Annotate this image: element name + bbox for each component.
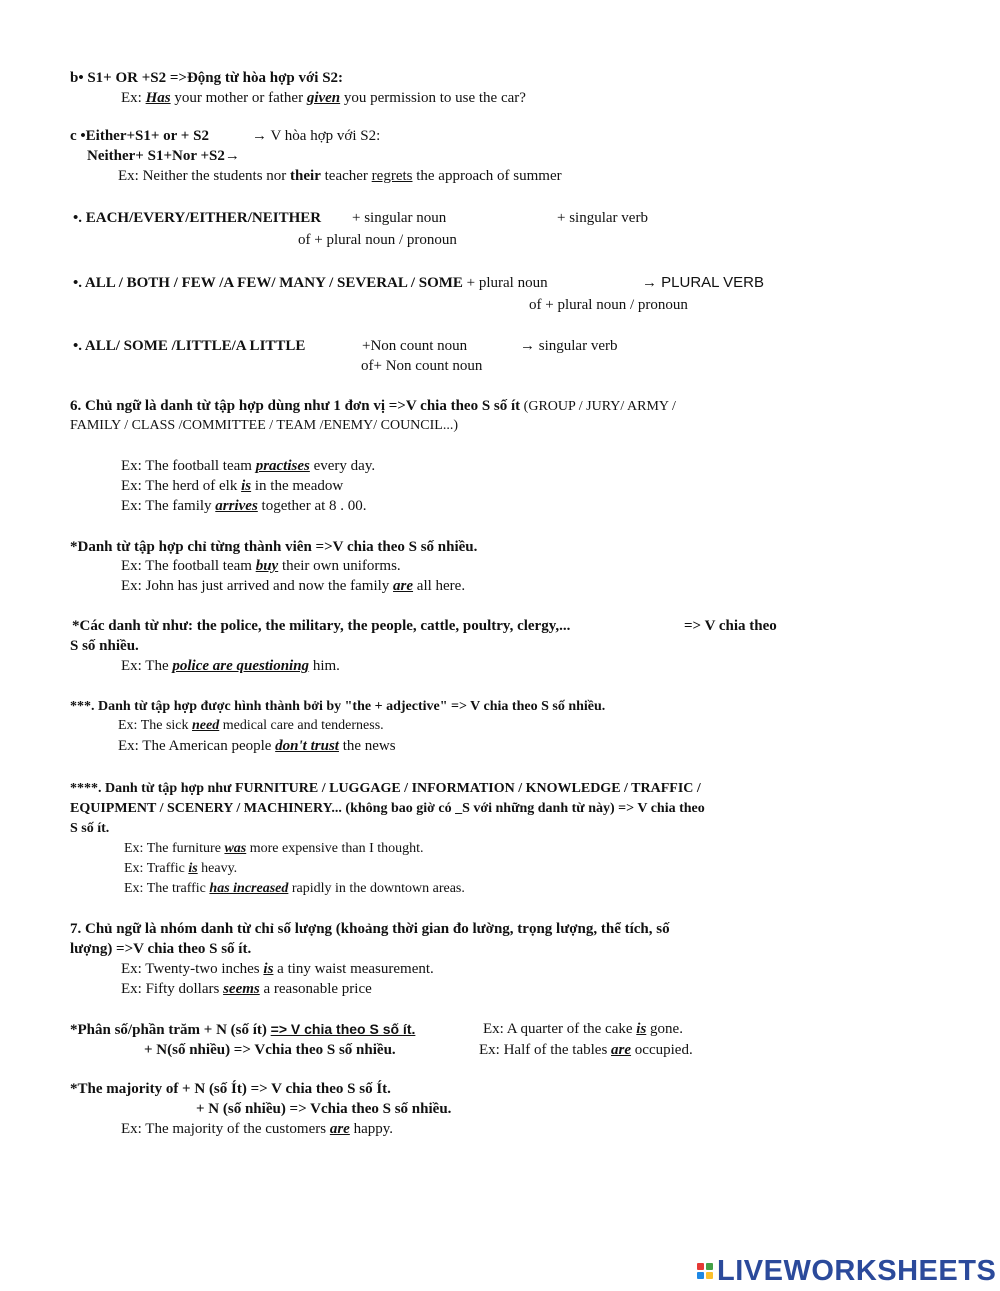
all-rule-line: •. ALL / BOTH / FEW /A FEW/ MANY / SEVERAL / SOME + plural noun: [73, 275, 548, 291]
uncount-example-1: Ex: The furniture was more expensive than I thought.: [124, 841, 424, 856]
rule-c-line2: Neither+ S1+Nor +S2→: [87, 148, 240, 164]
section-6-line2: FAMILY / CLASS /COMMITTEE / TEAM /ENEMY/ COUNCIL...): [70, 418, 459, 433]
little-rule-verb: → singular verb: [520, 338, 618, 354]
rule-c-line1: c •Either+S1+ or + S2: [70, 128, 209, 144]
fraction-example-1: Ex: A quarter of the cake is gone.: [483, 1021, 683, 1037]
section-6-example-3: Ex: The family arrives together at 8 . 00.: [121, 498, 367, 514]
uncount-example-3: Ex: The traffic has increased rapidly in the downtown areas.: [124, 881, 465, 896]
police-example: Ex: The police are questioning him.: [121, 658, 340, 674]
each-rule-verb: + singular verb: [557, 210, 648, 226]
each-rule-sub: of + plural noun / pronoun: [298, 232, 457, 248]
fraction-line2: + N(số nhiều) => Vchia theo S số nhiều.: [144, 1042, 396, 1058]
section-6-example-2: Ex: The herd of elk is in the meadow: [121, 478, 344, 494]
uncount-line2: EQUIPMENT / SCENERY / MACHINERY... (không bao giờ có _S với những danh từ này) => V chia theo: [70, 801, 705, 816]
police-line2: S số nhiều.: [70, 638, 139, 654]
the-adjective-example-1: Ex: The sick need medical care and tenderness.: [118, 718, 384, 733]
section-7-line2: lượng) =>V chia theo S số ít.: [70, 941, 252, 957]
the-adjective-example-2: Ex: The American people don't trust the news: [118, 738, 396, 754]
rule-b-heading: b• S1+ OR +S2 =>Động từ hòa hợp với S2:: [70, 70, 344, 86]
section-7-line1: 7. Chủ ngữ là nhóm danh từ chỉ số lượng (khoảng thời gian đo lường, trọng lượng, thể tích, số: [70, 921, 670, 937]
majority-example: Ex: The majority of the customers are happy.: [121, 1121, 394, 1137]
uncount-line3: S số ít.: [70, 821, 110, 836]
little-rule-sub: of+ Non count noun: [361, 358, 483, 374]
logo-mark: [697, 1263, 713, 1279]
all-rule-sub: of + plural noun / pronoun: [529, 297, 688, 313]
fraction-example-2: Ex: Half of the tables are occupied.: [479, 1042, 693, 1058]
liveworksheets-logo[interactable]: [697, 1254, 996, 1288]
rule-b-example: Ex: Has your mother or father given you permission to use the car?: [121, 90, 526, 106]
uncount-example-2: Ex: Traffic is heavy.: [124, 861, 238, 876]
little-rule-noun: +Non count noun: [362, 338, 468, 354]
members-example-2: Ex: John has just arrived and now the family are all here.: [121, 578, 466, 594]
rule-c-line1-right: → V hòa hợp với S2:: [252, 128, 381, 144]
logo-square-blue: [697, 1272, 704, 1279]
members-example-1: Ex: The football team buy their own uniforms.: [121, 558, 401, 574]
logo-square-green: [706, 1263, 713, 1270]
fraction-line1: *Phân số/phần trăm + N (số ít) => V chia theo S số ít.: [70, 1021, 416, 1038]
section-6-example-1: Ex: The football team practises every day.: [121, 458, 376, 474]
rule-c-example: Ex: Neither the students nor their teacher regrets the approach of summer: [118, 168, 562, 184]
uncount-line1: ****. Danh từ tập hợp như FURNITURE / LUGGAGE / INFORMATION / KNOWLEDGE / TRAFFIC /: [70, 781, 701, 796]
logo-square-red: [697, 1263, 704, 1270]
members-heading: *Danh từ tập hợp chỉ từng thành viên =>V chia theo S số nhiều.: [70, 539, 478, 555]
logo-text: LIVEWORKSHEETS: [717, 1254, 997, 1287]
majority-line1: *The majority of + N (số Ít) => V chia theo S số Ít.: [70, 1081, 391, 1097]
logo-square-yellow: [706, 1272, 713, 1279]
section-7-example-1: Ex: Twenty-two inches is a tiny waist measurement.: [121, 961, 434, 977]
the-adjective-heading: ***. Danh từ tập hợp được hình thành bởi by "the + adjective" => V chia theo S số nhiều.: [70, 699, 606, 714]
police-line1-right: => V chia theo: [684, 618, 777, 634]
each-rule-noun: + singular noun: [352, 210, 447, 226]
police-line1: *Các danh từ như: the police, the military, the people, cattle, poultry, clergy,...: [72, 618, 571, 634]
all-rule-verb: → PLURAL VERB: [642, 274, 764, 291]
little-rule-subject: •. ALL/ SOME /LITTLE/A LITTLE: [73, 338, 306, 354]
majority-line2: + N (số nhiều) => Vchia theo S số nhiều.: [196, 1101, 452, 1117]
each-rule-subject: •. EACH/EVERY/EITHER/NEITHER: [73, 210, 322, 226]
section-7-example-2: Ex: Fifty dollars seems a reasonable price: [121, 981, 372, 997]
section-6-line1: 6. Chủ ngữ là danh từ tập hợp dùng như 1 đơn vị =>V chia theo S số ít (GROUP / JURY/ ARMY /: [70, 398, 676, 414]
